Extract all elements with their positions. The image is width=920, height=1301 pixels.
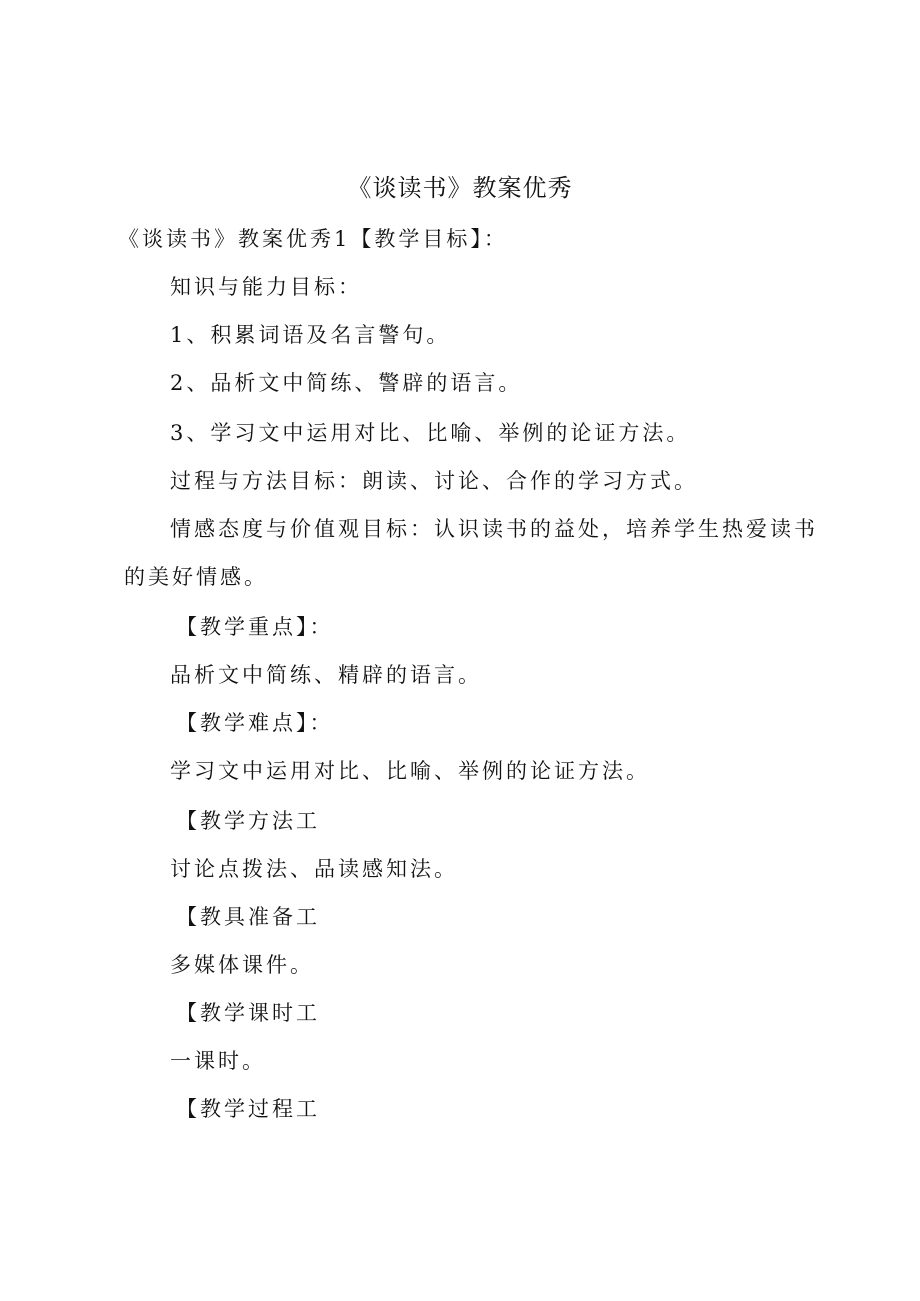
paragraph-line: 多媒体课件。 bbox=[170, 953, 314, 977]
paragraph-line: 情感态度与价值观目标：认识读书的益处，培养学生热爱读书 bbox=[170, 517, 818, 541]
paragraph-line: 知识与能力目标： bbox=[170, 275, 362, 299]
paragraph-line: 学习文中运用对比、比喻、举例的论证方法。 bbox=[170, 759, 650, 783]
paragraph-line: 1、积累词语及名言警句。 bbox=[170, 323, 451, 347]
section-heading: 【教学重点】： bbox=[176, 615, 334, 639]
section-heading: 【教学方法工 bbox=[176, 809, 320, 833]
paragraph-line: 3、学习文中运用对比、比喻、举例的论证方法。 bbox=[170, 421, 691, 445]
paragraph-line: 过程与方法目标：朗读、讨论、合作的学习方式。 bbox=[170, 469, 698, 493]
paragraph-line: 《谈读书》教案优秀1【教学目标】： bbox=[118, 227, 508, 251]
section-heading: 【教学难点】： bbox=[176, 711, 334, 735]
paragraph-line: 的美好情感。 bbox=[124, 565, 268, 589]
paragraph-line: 品析文中简练、精辟的语言。 bbox=[170, 663, 482, 687]
document-title: 《谈读书》教案优秀 bbox=[347, 174, 573, 202]
paragraph-line: 2、品析文中简练、警辟的语言。 bbox=[170, 371, 523, 395]
section-heading: 【教具准备工 bbox=[176, 905, 320, 929]
section-heading: 【教学课时工 bbox=[176, 1001, 320, 1025]
paragraph-line: 讨论点拨法、品读感知法。 bbox=[170, 857, 458, 881]
paragraph-line: 一课时。 bbox=[170, 1049, 266, 1073]
section-heading: 【教学过程工 bbox=[176, 1097, 320, 1121]
